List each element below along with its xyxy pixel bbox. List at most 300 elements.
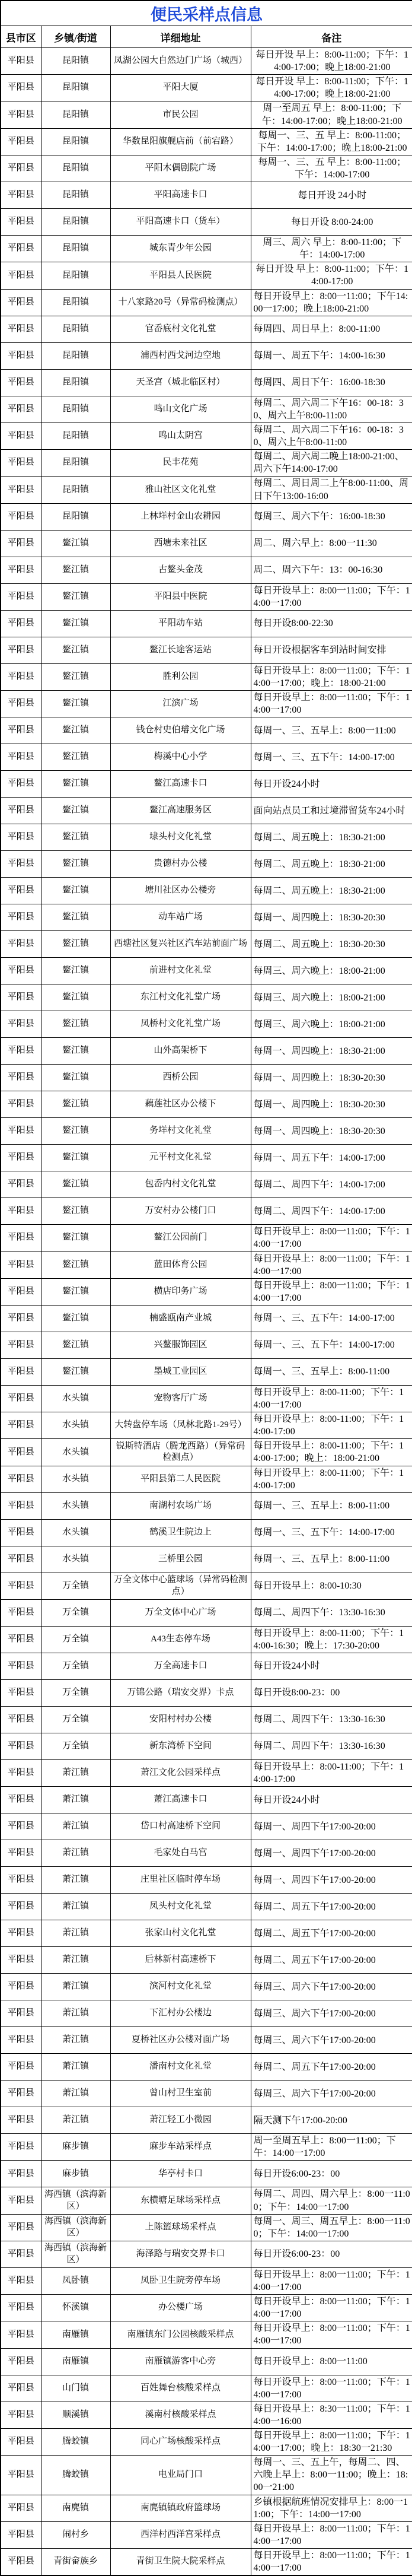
note-cell: 每周一、三、五早上：8:00-11:00 [251, 1546, 412, 1573]
address-cell: 民丰花苑 [110, 450, 251, 477]
address-cell: 同心广场核酸采样点 [110, 2429, 251, 2456]
address-cell: 胜利公园 [110, 663, 251, 690]
address-cell: 溪南村核酸采样点 [110, 2402, 251, 2428]
address-cell: 三桥里公园 [110, 1546, 251, 1573]
address-cell: 萧江文化公园采样点 [110, 1760, 251, 1787]
note-cell: 周二、周六早上：8:00一11:30 [251, 530, 412, 557]
note-cell: 每日开设早上：8:00-11:00；下午：14:00-16:30；晚上：17:30-20:00 [251, 1626, 412, 1653]
table-row [1, 663, 412, 690]
county-cell: 平阳县 [1, 262, 41, 289]
address-cell: 凤卧卫生院旁停车场 [110, 2267, 251, 2294]
county-cell: 平阳县 [1, 1305, 41, 1332]
address-cell: 上陈篮球场采样点 [110, 2214, 251, 2241]
note-cell: 每周三、周六下午17:00-20:00 [251, 2081, 412, 2107]
county-cell: 平阳县 [1, 771, 41, 798]
county-cell: 平阳县 [1, 1653, 41, 1680]
address-cell: 动车站广场 [110, 904, 251, 931]
town-cell: 水头镇 [41, 1385, 110, 1412]
town-cell: 萧江镇 [41, 1867, 110, 1894]
table-row [1, 2000, 412, 2027]
note-cell: 每日开设早上：8:00-10:30 [251, 1573, 412, 1599]
note-cell: 每日开设根据客车到站时间安排 [251, 637, 412, 663]
table-row [1, 2134, 412, 2161]
county-cell: 平阳县 [1, 396, 41, 423]
table-row [1, 2429, 412, 2456]
table-row [1, 2402, 412, 2428]
town-cell: 南雁镇 [41, 2321, 110, 2348]
town-cell: 海西镇（滨海新区） [41, 2214, 110, 2241]
county-cell: 平阳县 [1, 1466, 41, 1492]
county-cell: 平阳县 [1, 824, 41, 851]
county-cell: 平阳县 [1, 583, 41, 610]
town-cell: 闹村乡 [41, 2521, 110, 2548]
address-cell: 滨河村文化礼堂 [110, 1974, 251, 2000]
note-cell: 每周四、周日下午：16:00-18:30 [251, 369, 412, 396]
address-cell: 鸣山文化广场 [110, 396, 251, 423]
town-cell: 萧江镇 [41, 2000, 110, 2027]
town-cell: 鳌江镇 [41, 904, 110, 931]
table-row [1, 1707, 412, 1733]
town-cell: 鳌江镇 [41, 1118, 110, 1145]
address-cell: 前进村文化礼堂 [110, 958, 251, 984]
address-cell: 锐斯特酒店（腾龙西路）（异常码检测点） [110, 1439, 251, 1466]
address-cell: 市民公园 [110, 101, 251, 128]
note-cell: 每日开设 早上：8:00-11:00；下午：14:00-17:00；晚上18:00-21:00 [251, 48, 412, 75]
town-cell: 南麂镇 [41, 2495, 110, 2521]
county-cell: 平阳县 [1, 2134, 41, 2161]
county-cell: 平阳县 [1, 2375, 41, 2402]
town-cell: 水头镇 [41, 1412, 110, 1439]
address-cell: 华数昆阳旗舰店前（前宕路） [110, 128, 251, 155]
table-row [1, 396, 412, 423]
address-cell: 城东青少年公园 [110, 236, 251, 262]
table-row [1, 2348, 412, 2375]
address-cell: 万全文体中心广场 [110, 1599, 251, 1626]
county-cell: 平阳县 [1, 931, 41, 958]
county-cell: 平阳县 [1, 75, 41, 101]
note-cell: 每日开设早上：8:00一11:00；下午：14:00一17:00 [251, 2295, 412, 2321]
address-cell: 海泽路与瑞安交界卡口 [110, 2241, 251, 2267]
table-row [1, 984, 412, 1011]
town-cell: 昆阳镇 [41, 316, 110, 342]
note-cell: 每日开设 早上：8:00-11:00；下午：14:00-17:00；晚上18:00-21:00 [251, 75, 412, 101]
note-cell: 每周二、周五下午17:00-20:00 [251, 1920, 412, 1947]
county-cell: 平阳县 [1, 1358, 41, 1385]
table-row [1, 450, 412, 477]
town-cell: 昆阳镇 [41, 450, 110, 477]
table-row [1, 1546, 412, 1573]
table-row [1, 1466, 412, 1492]
address-cell: 西桥公园 [110, 1065, 251, 1091]
county-cell: 平阳县 [1, 1252, 41, 1278]
town-cell: 水头镇 [41, 1519, 110, 1546]
note-cell: 每周一、周四晚上：18:30-20:30 [251, 1065, 412, 1091]
town-cell: 麻步镇 [41, 2161, 110, 2187]
note-cell: 每周二、周六周二晚上18:00-21:00、周六下午14:00-17:00 [251, 450, 412, 477]
note-cell: 每日开设 24小时 [251, 182, 412, 209]
town-cell: 鳌江镇 [41, 637, 110, 663]
table-row [1, 2187, 412, 2214]
address-cell: 青街卫生院大院采样点 [110, 2548, 251, 2575]
town-cell: 鳌江镇 [41, 744, 110, 771]
col-header-address: 详细地址 [110, 26, 251, 48]
table-row [1, 1760, 412, 1787]
county-cell: 平阳县 [1, 1947, 41, 1974]
county-cell: 平阳县 [1, 984, 41, 1011]
town-cell: 鳌江镇 [41, 583, 110, 610]
county-cell: 平阳县 [1, 2321, 41, 2348]
address-cell: 十八家路20号（异常码检测点） [110, 289, 251, 316]
county-cell: 平阳县 [1, 2456, 41, 2495]
county-cell: 平阳县 [1, 530, 41, 557]
address-cell: 西洋村西洋宫采样点 [110, 2521, 251, 2548]
address-cell: 万全高速卡口 [110, 1653, 251, 1680]
table-row [1, 209, 412, 236]
town-cell: 鳌江镇 [41, 1358, 110, 1385]
address-cell: 萧江轻工小微园 [110, 2107, 251, 2134]
address-cell: 南湖村农场广场 [110, 1492, 251, 1519]
table-row [1, 236, 412, 262]
table-row [1, 1626, 412, 1653]
county-cell: 平阳县 [1, 2429, 41, 2456]
town-cell: 鳌江镇 [41, 984, 110, 1011]
note-cell: 每周二、周五晚上：18:30-21:00 [251, 824, 412, 851]
county-cell: 平阳县 [1, 2548, 41, 2575]
note-cell: 每日开设8:00-22:30 [251, 610, 412, 637]
town-cell: 顺溪镇 [41, 2402, 110, 2428]
address-cell: 萧江高速卡口 [110, 1787, 251, 1813]
note-cell: 每周二、周四、周六早上：8:00一11:00；下午：14:00一17:00 [251, 2187, 412, 2214]
address-cell: 古鳌头金茂 [110, 557, 251, 583]
county-cell: 平阳县 [1, 1198, 41, 1225]
county-cell: 平阳县 [1, 369, 41, 396]
table-row [1, 316, 412, 342]
note-cell: 周二、周六下午：13：00-16:30 [251, 557, 412, 583]
county-cell: 平阳县 [1, 2402, 41, 2428]
county-cell: 平阳县 [1, 1038, 41, 1065]
address-cell: 张家山村文化礼堂 [110, 1920, 251, 1947]
county-cell: 平阳县 [1, 182, 41, 209]
table-row [1, 2548, 412, 2575]
note-cell: 每日开设6:00-23：00 [251, 2241, 412, 2267]
town-cell: 昆阳镇 [41, 48, 110, 75]
note-cell: 每日开设24小时 [251, 1653, 412, 1680]
town-cell: 万全镇 [41, 1733, 110, 1760]
note-cell: 每日开设6:00-23：00 [251, 2161, 412, 2187]
town-cell: 山门镇 [41, 2375, 110, 2402]
town-cell: 昆阳镇 [41, 75, 110, 101]
col-header-town: 乡镇/街道 [41, 26, 110, 48]
table-row [1, 289, 412, 316]
county-cell: 平阳县 [1, 1332, 41, 1358]
address-cell: 横店印务广场 [110, 1278, 251, 1305]
table-row [1, 1599, 412, 1626]
address-cell: 蓝田体育公园 [110, 1252, 251, 1278]
table-row [1, 1171, 412, 1198]
note-cell: 每日开设早上：8:00-11:00；下午：14:00-17:00 [251, 1760, 412, 1787]
address-cell: 藕莲社区办公楼下 [110, 1091, 251, 1118]
town-cell: 麻步镇 [41, 2134, 110, 2161]
table-row [1, 2495, 412, 2521]
address-cell: 万锦公路（瑞安交界）卡点 [110, 1680, 251, 1707]
note-cell: 每日开设早上：8:00-11:00；下午：14:00一17:00 [251, 1385, 412, 1412]
table-row [1, 2375, 412, 2402]
address-cell: 宠物客厅广场 [110, 1385, 251, 1412]
town-cell: 萧江镇 [41, 1840, 110, 1867]
county-cell: 平阳县 [1, 1626, 41, 1653]
table-row [1, 1974, 412, 2000]
town-cell: 万全镇 [41, 1707, 110, 1733]
table-row [1, 2161, 412, 2187]
town-cell: 万全镇 [41, 1680, 110, 1707]
table-row [1, 931, 412, 958]
table-row [1, 691, 412, 717]
town-cell: 鳌江镇 [41, 557, 110, 583]
address-cell: 平阳木偶剧院广场 [110, 155, 251, 182]
table-row [1, 1011, 412, 1038]
table-row [1, 1332, 412, 1358]
county-cell: 平阳县 [1, 2267, 41, 2294]
table-row [1, 503, 412, 530]
county-cell: 平阳县 [1, 1065, 41, 1091]
county-cell: 平阳县 [1, 1519, 41, 1546]
town-cell: 鳌江镇 [41, 691, 110, 717]
table-row [1, 101, 412, 128]
county-cell: 平阳县 [1, 878, 41, 904]
table-row [1, 2456, 412, 2495]
note-cell: 每日开设24小时 [251, 771, 412, 798]
town-cell: 萧江镇 [41, 1813, 110, 1840]
address-cell: 下汇村办公楼边 [110, 2000, 251, 2027]
note-cell: 每周一、周四下午17:00-20:00 [251, 1840, 412, 1867]
county-cell: 平阳县 [1, 1118, 41, 1145]
county-cell: 平阳县 [1, 477, 41, 503]
note-cell: 每周三、周六下午17:00-20:00 [251, 2027, 412, 2054]
note-cell: 每日开设早上：8:00一11:00；下午：14:00一17:00；晚上：18:30一21:30 [251, 2429, 412, 2456]
address-cell: 曾山村卫生室前 [110, 2081, 251, 2107]
county-cell: 平阳县 [1, 1225, 41, 1252]
address-cell: 平阳动车站 [110, 610, 251, 637]
note-cell: 每日开设24小时 [251, 1787, 412, 1813]
county-cell: 平阳县 [1, 1813, 41, 1840]
address-cell: 平阳大厦 [110, 75, 251, 101]
county-cell: 平阳县 [1, 1920, 41, 1947]
town-cell: 昆阳镇 [41, 369, 110, 396]
note-cell: 每周三、周六晚上：18:00-21:00 [251, 984, 412, 1011]
address-cell: 鳌江长途客运站 [110, 637, 251, 663]
address-cell: 官岙底村文化礼堂 [110, 316, 251, 342]
town-cell: 水头镇 [41, 1439, 110, 1466]
county-cell: 平阳县 [1, 2081, 41, 2107]
county-cell: 平阳县 [1, 1680, 41, 1707]
note-cell: 每周二、周五晚上：18:30-21:00 [251, 851, 412, 878]
county-cell: 平阳县 [1, 1439, 41, 1466]
note-cell: 每日开设早上：8:00一11:00；下午：14:00一17:00 [251, 2375, 412, 2402]
table-row [1, 2214, 412, 2241]
note-cell: 每日开设早上：8:00一11:00；下午：14:00一17:00 [251, 1225, 412, 1252]
county-cell: 平阳县 [1, 209, 41, 236]
table-row [1, 851, 412, 878]
town-cell: 水头镇 [41, 1466, 110, 1492]
town-cell: 鳌江镇 [41, 1198, 110, 1225]
address-cell: 华亭村卡口 [110, 2161, 251, 2187]
address-cell: 岱口村高速桥下空间 [110, 1813, 251, 1840]
table-row [1, 878, 412, 904]
note-cell: 每周一、周五下午：14:00-16:30 [251, 342, 412, 369]
address-cell: 西塘社区复兴社区汽车站前面广场 [110, 931, 251, 958]
town-cell: 凤卧镇 [41, 2267, 110, 2294]
page-title: 便民采样点信息 [1, 1, 412, 26]
note-cell: 每日开设早上：8:00-11:00；下午：14:00-17:00 [251, 1466, 412, 1492]
town-cell: 昆阳镇 [41, 236, 110, 262]
table-row [1, 1412, 412, 1439]
table-row [1, 771, 412, 798]
address-cell: 鸣山太阴宫 [110, 423, 251, 449]
table-row [1, 530, 412, 557]
county-cell: 平阳县 [1, 1733, 41, 1760]
address-cell: 江滨广场 [110, 691, 251, 717]
town-cell: 南雁镇 [41, 2348, 110, 2375]
county-cell: 平阳县 [1, 2054, 41, 2081]
town-cell: 昆阳镇 [41, 209, 110, 236]
address-cell: 毛家处白马宫 [110, 1840, 251, 1867]
table-row [1, 958, 412, 984]
note-cell: 每周二、周五晚上：18:30-20:30 [251, 931, 412, 958]
note-cell: 每周二、周四下午：13:30-16:30 [251, 1599, 412, 1626]
county-cell: 平阳县 [1, 2214, 41, 2241]
table-row [1, 1840, 412, 1867]
county-cell: 平阳县 [1, 1145, 41, 1171]
address-cell: 南麂镇镇政府篮球场 [110, 2495, 251, 2521]
address-cell: 包岙内村文化礼堂 [110, 1171, 251, 1198]
town-cell: 腾蛟镇 [41, 2456, 110, 2495]
table-row [1, 798, 412, 824]
town-cell: 鳌江镇 [41, 1278, 110, 1305]
address-cell: 墨城工业园区 [110, 1358, 251, 1385]
note-cell: 每周三、周六晚上：18:00-21:00 [251, 1011, 412, 1038]
address-cell: 百姓舞台核酸采样点 [110, 2375, 251, 2402]
county-cell: 平阳县 [1, 2241, 41, 2267]
address-cell: 潘南村文化礼堂 [110, 2054, 251, 2081]
county-cell: 平阳县 [1, 958, 41, 984]
town-cell: 鳌江镇 [41, 663, 110, 690]
address-cell: 西塘未来社区 [110, 530, 251, 557]
title-row [1, 1, 412, 26]
table-row [1, 75, 412, 101]
address-cell: 安阳村村办公楼 [110, 1707, 251, 1733]
table-row [1, 717, 412, 744]
table-row [1, 1680, 412, 1707]
address-cell: 楠盛瓯南产业城 [110, 1305, 251, 1332]
table-row [1, 637, 412, 663]
table-row [1, 1439, 412, 1466]
county-cell: 平阳县 [1, 637, 41, 663]
note-cell: 每周二、周五下午17:00-20:00 [251, 1947, 412, 1974]
table-row [1, 182, 412, 209]
address-cell: 凤头村文化礼堂 [110, 1894, 251, 1920]
town-cell: 水头镇 [41, 1492, 110, 1519]
town-cell: 昆阳镇 [41, 128, 110, 155]
town-cell: 青街畲族乡 [41, 2548, 110, 2575]
county-cell: 平阳县 [1, 1385, 41, 1412]
town-cell: 萧江镇 [41, 1920, 110, 1947]
town-cell: 鳌江镇 [41, 1011, 110, 1038]
county-cell: 平阳县 [1, 1492, 41, 1519]
table-row [1, 477, 412, 503]
town-cell: 昆阳镇 [41, 396, 110, 423]
note-cell: 每周三、周六晚上：18:00-21:00 [251, 958, 412, 984]
note-cell: 每周一、周四晚上：18:30-20:30 [251, 1118, 412, 1145]
table-row [1, 583, 412, 610]
town-cell: 鳌江镇 [41, 824, 110, 851]
note-cell: 每日开设早上：8:00一11:00；下午：14:00一17:00 [251, 691, 412, 717]
town-cell: 昆阳镇 [41, 155, 110, 182]
town-cell: 鳌江镇 [41, 717, 110, 744]
town-cell: 萧江镇 [41, 2027, 110, 2054]
county-cell: 平阳县 [1, 798, 41, 824]
town-cell: 水头镇 [41, 1546, 110, 1573]
note-cell: 每周一、周四晚上：18:30-20:30 [251, 904, 412, 931]
table-row [1, 744, 412, 771]
county-cell: 平阳县 [1, 1278, 41, 1305]
note-cell: 每周二、周四下午：13:30-16:30 [251, 1733, 412, 1760]
address-cell: 鳌江公园前门 [110, 1225, 251, 1252]
address-cell: 平阳县第二人民医院 [110, 1466, 251, 1492]
county-cell: 平阳县 [1, 2187, 41, 2214]
town-cell: 海西镇（滨海新区） [41, 2187, 110, 2214]
town-cell: 鳌江镇 [41, 1252, 110, 1278]
note-cell: 每日开设早上：8:00一11:00；下午：14:00一17:00 [251, 1278, 412, 1305]
note-cell: 每周一、三、五下午：14:00-17:00 [251, 744, 412, 771]
town-cell: 万全镇 [41, 1599, 110, 1626]
address-cell: 元平村文化礼堂 [110, 1145, 251, 1171]
address-cell: 夏桥社区办公楼对面广场 [110, 2027, 251, 2054]
address-cell: 务垟村文化礼堂 [110, 1118, 251, 1145]
town-cell: 昆阳镇 [41, 101, 110, 128]
address-cell: 东横塘足球场采样点 [110, 2187, 251, 2214]
table-row [1, 1867, 412, 1894]
county-cell: 平阳县 [1, 101, 41, 128]
address-cell: 新东湾桥下空间 [110, 1733, 251, 1760]
note-cell: 每周四、周日早上：8:00-11:00 [251, 316, 412, 342]
table-row [1, 1252, 412, 1278]
address-cell: 鳌江高速服务区 [110, 798, 251, 824]
table-row [1, 1573, 412, 1599]
note-cell: 每周二、周四下午：13:30-16:30 [251, 1707, 412, 1733]
note-cell: 每周一、周四下午17:00-20:00 [251, 1813, 412, 1840]
address-cell: 兴鳌服饰园区 [110, 1332, 251, 1358]
address-cell: 平阳县人民医院 [110, 262, 251, 289]
table-row [1, 1733, 412, 1760]
address-cell: 平阳高速卡口（货车） [110, 209, 251, 236]
table-row [1, 1385, 412, 1412]
county-cell: 平阳县 [1, 289, 41, 316]
col-header-note: 备注 [251, 26, 412, 48]
note-cell: 每日开设早上：8:00一11:00；下午：14:00一17:00 [251, 2321, 412, 2348]
address-cell: 梅溪中心小学 [110, 744, 251, 771]
table-row [1, 1653, 412, 1680]
address-cell: A43生态停车场 [110, 1626, 251, 1653]
address-cell: 鹤溪卫生院边上 [110, 1519, 251, 1546]
county-cell: 平阳县 [1, 1171, 41, 1198]
note-cell: 每日开设早上：8:00一11:00 [251, 2348, 412, 2375]
address-cell: 南雁镇东门公园核酸采样点 [110, 2321, 251, 2348]
table-row [1, 2267, 412, 2294]
county-cell: 平阳县 [1, 1599, 41, 1626]
note-cell: 每周一、三、五下午：14:00-17:00 [251, 1305, 412, 1332]
county-cell: 平阳县 [1, 503, 41, 530]
town-cell: 萧江镇 [41, 1760, 110, 1787]
